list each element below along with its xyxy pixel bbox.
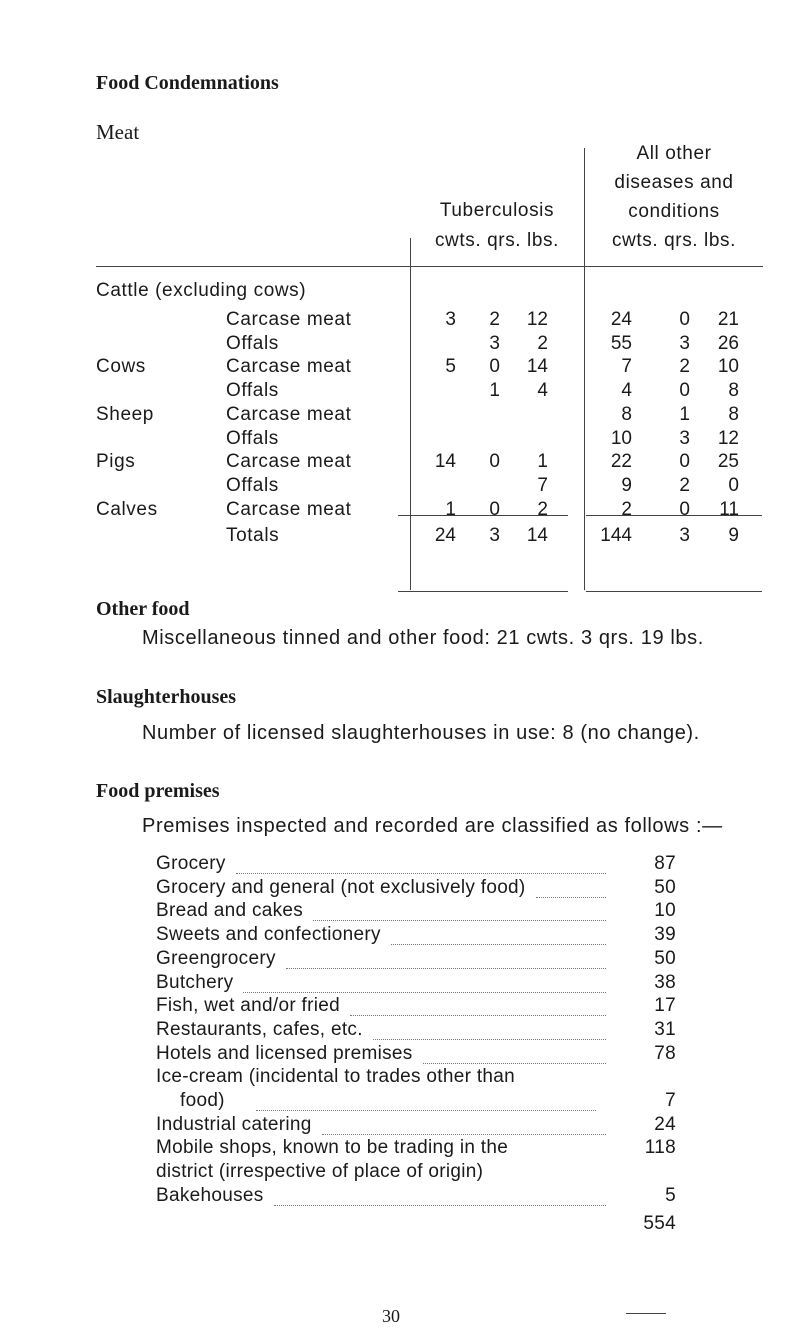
premises-row [156, 1043, 676, 1067]
row-animal: Cows [96, 356, 146, 378]
leader-dots [391, 920, 606, 945]
row-other-value: 3 [679, 332, 690, 354]
premises-count: 50 [654, 947, 676, 969]
row-part: Offals [226, 474, 279, 496]
row-other-value: 4 [621, 380, 632, 402]
totals-other-lbs: 9 [728, 525, 739, 546]
table-divider [584, 148, 585, 590]
totals-other-qrs: 3 [679, 525, 690, 546]
premises-total: 554 [643, 1212, 676, 1234]
row-other-value: 12 [717, 427, 739, 449]
row-tb-value: 1 [489, 380, 500, 402]
premises-count: 7 [665, 1089, 676, 1111]
row-other-value: 26 [717, 332, 739, 354]
leader-dots [313, 896, 606, 921]
slaughterhouses-heading: Slaughterhouses [96, 686, 237, 708]
page-number: 30 [382, 1306, 400, 1326]
row-part: Offals [226, 332, 279, 354]
leader-dots [236, 849, 606, 874]
row-other-value: 7 [621, 356, 632, 378]
leader-dots [274, 1181, 606, 1206]
tb-units-header: cwts. qrs. lbs. [434, 230, 560, 251]
row-other-value: 11 [719, 498, 739, 520]
premises-count: 50 [654, 876, 676, 898]
premises-row [156, 1114, 676, 1138]
row-other-value: 55 [610, 332, 632, 354]
cattle-heading: Cattle (excluding cows) [96, 280, 307, 301]
totals-label: Totals [226, 525, 280, 546]
premises-row [156, 1137, 676, 1184]
premises-count: 5 [665, 1184, 676, 1206]
premises-label: Sweets and confectionery [156, 924, 381, 946]
food-premises-intro: Premises inspected and recorded are classified as follows :— [142, 815, 723, 837]
premises-row [156, 1066, 676, 1113]
row-tb-value: 1 [445, 498, 456, 520]
row-other-value: 8 [728, 403, 739, 425]
row-other-value: 8 [728, 380, 739, 402]
row-other-value: 0 [728, 474, 739, 496]
row-part: Carcase meat [226, 403, 352, 425]
row-other-value: 0 [679, 451, 690, 473]
totals-tb-qrs: 3 [489, 525, 500, 546]
other-food-heading: Other food [96, 598, 190, 620]
leader-dots [373, 1015, 606, 1040]
row-other-value: 2 [679, 474, 690, 496]
totals-rule [586, 515, 762, 516]
table-divider [410, 238, 411, 590]
row-part: Offals [226, 380, 279, 402]
row-other-value: 0 [679, 309, 690, 330]
premises-label: Industrial catering [156, 1113, 312, 1135]
row-tb-value: 4 [537, 380, 548, 402]
premises-count: 17 [654, 995, 676, 1017]
row-tb-value: 7 [537, 474, 548, 496]
leader-dots [256, 1086, 596, 1111]
premises-label-cont: district (irrespective of place of origin) [156, 1161, 484, 1183]
premises-label: Grocery and general (not exclusively food) [156, 876, 526, 898]
row-tb-value: 0 [489, 451, 500, 473]
totals-tb-cwts: 24 [434, 525, 456, 546]
row-other-value: 9 [621, 474, 632, 496]
row-other-value: 0 [679, 380, 690, 402]
row-other-value: 10 [610, 427, 632, 449]
bottom-rule [586, 591, 762, 592]
header-rule [96, 266, 763, 267]
row-other-value: 10 [717, 356, 739, 378]
row-other-value: 1 [679, 403, 690, 425]
row-part: Carcase meat [226, 451, 352, 473]
premises-total-row [156, 1213, 676, 1237]
leader-dots [243, 968, 606, 993]
premises-count: 118 [644, 1137, 676, 1159]
premises-count: 10 [654, 900, 676, 922]
premises-label: Greengrocery [156, 947, 276, 969]
premises-label: Fish, wet and/or fried [156, 995, 341, 1017]
row-part: Carcase meat [226, 498, 352, 520]
premises-row [156, 1185, 676, 1209]
row-tb-value: 3 [489, 332, 500, 354]
other-column-header: diseases and [614, 172, 734, 193]
premises-count: 31 [654, 1018, 676, 1040]
other-column-header: All other [636, 143, 712, 164]
premises-label: Restaurants, cafes, etc. [156, 1018, 363, 1040]
row-tb-value: 1 [537, 451, 548, 473]
meat-heading: Meat [96, 120, 140, 144]
row-part: Carcase meat [226, 309, 352, 330]
leader-dots [423, 1039, 606, 1064]
premises-label-cont: food) [180, 1089, 225, 1111]
premises-count: 38 [654, 971, 676, 993]
row-other-value: 22 [610, 451, 632, 473]
row-other-value: 25 [717, 451, 739, 473]
leader-dots [536, 873, 606, 898]
row-tb-value: 0 [489, 498, 500, 520]
premises-label: Ice-cream (incidental to trades other than [156, 1066, 515, 1088]
row-other-value: 24 [610, 309, 632, 330]
page-title: Food Condemnations [96, 72, 279, 94]
row-tb-value: 12 [526, 309, 548, 330]
tb-column-header: Tuberculosis [439, 200, 555, 221]
row-tb-value: 3 [445, 309, 456, 330]
row-part: Carcase meat [226, 356, 352, 378]
row-tb-value: 0 [489, 356, 500, 378]
row-tb-value: 2 [537, 332, 548, 354]
premises-label: Bread and cakes [156, 900, 304, 922]
row-tb-value: 2 [537, 498, 548, 520]
row-tb-value: 2 [489, 309, 500, 330]
row-tb-value: 14 [434, 451, 456, 473]
row-animal: Calves [96, 498, 158, 520]
row-other-value: 0 [679, 498, 690, 520]
row-tb-value: 5 [445, 356, 456, 378]
total-rule [626, 1313, 666, 1314]
food-premises-heading: Food premises [96, 780, 220, 802]
other-units-header: cwts. qrs. lbs. [611, 230, 737, 251]
row-part: Offals [226, 427, 279, 449]
row-animal: Sheep [96, 403, 154, 425]
row-other-value: 2 [621, 498, 632, 520]
other-column-header: conditions [628, 201, 720, 222]
premises-label: Bakehouses [156, 1184, 264, 1206]
row-other-value: 2 [679, 356, 690, 378]
premises-label: Grocery [156, 853, 226, 874]
leader-dots [286, 944, 606, 969]
row-other-value: 21 [717, 309, 739, 330]
totals-rule [398, 515, 568, 516]
premises-label: Mobile shops, known to be trading in the [156, 1137, 509, 1159]
premises-label: Hotels and licensed premises [156, 1042, 413, 1064]
premises-count: 39 [654, 924, 676, 946]
premises-count: 87 [654, 853, 676, 874]
slaughterhouses-text: Number of licensed slaughterhouses in use: 8 (no change). [142, 722, 700, 744]
leader-dots [350, 991, 606, 1016]
premises-count: 78 [654, 1042, 676, 1064]
totals-other-cwts: 144 [600, 525, 632, 546]
row-other-value: 3 [679, 427, 690, 449]
other-food-text: Miscellaneous tinned and other food: 21 cwts. 3 qrs. 19 lbs. [142, 627, 704, 649]
leader-dots [322, 1110, 606, 1135]
totals-tb-lbs: 14 [526, 525, 548, 546]
premises-label: Butchery [156, 971, 234, 993]
row-other-value: 8 [621, 403, 632, 425]
bottom-rule [398, 591, 568, 592]
premises-count: 24 [654, 1113, 676, 1135]
row-tb-value: 14 [526, 356, 548, 378]
row-animal: Pigs [96, 451, 136, 473]
